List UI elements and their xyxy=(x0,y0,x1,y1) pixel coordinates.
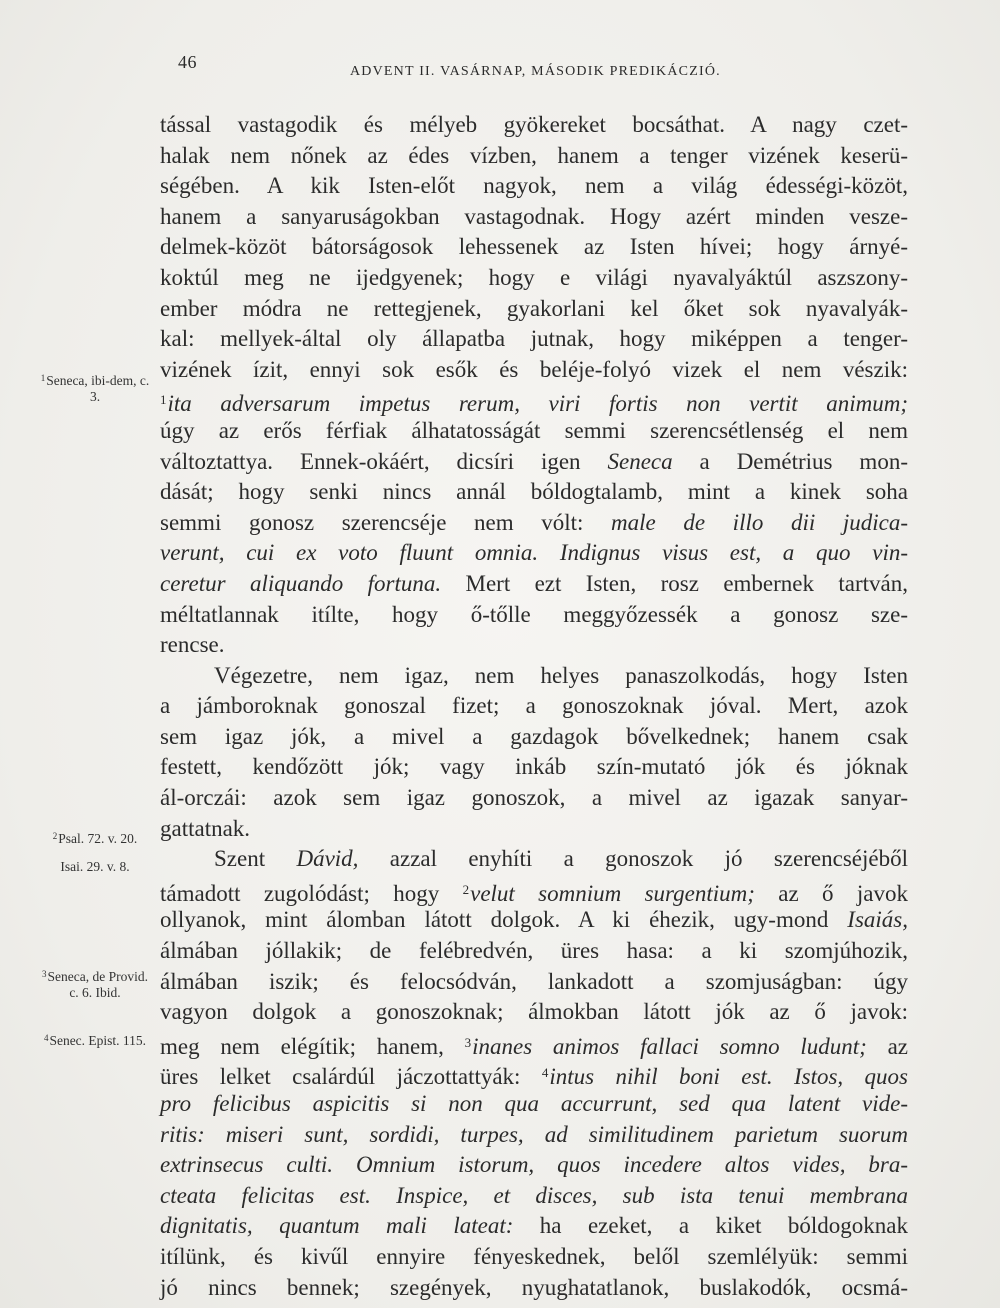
text-run: Végezetre, nem igaz, nem helyes panaszolkodás, hogy Isten xyxy=(214,662,908,688)
text-run: jó nincs bennek; szegények, nyughatatlanok, buslakodók, ocsmá- xyxy=(160,1274,908,1300)
text-line xyxy=(160,202,908,233)
text-run: álmában jóllakik; de felébredvén, üres hasa: a ki szomjúhozik, xyxy=(160,938,908,964)
note-ref: 4 xyxy=(43,1033,49,1043)
latin-quote: ceretur aliquando fortuna. xyxy=(160,570,442,596)
note-ref: 3 xyxy=(464,1034,472,1050)
latin-quote: extrinsecus culti. Omnium istorum, quos incedere altos vides, bra- xyxy=(160,1152,908,1178)
text-run: ollyanok, mint álomban látott dolgok. A ki éhezik, ugy-mond xyxy=(160,907,848,933)
text-run: azzal enyhíti a gonoszok jó szerencséjéből xyxy=(358,846,908,872)
text-line xyxy=(160,905,908,936)
text-line xyxy=(160,783,908,814)
margin-note xyxy=(36,370,154,405)
latin-quote: intus nihil boni est. Istos, quos xyxy=(549,1064,908,1090)
text-line xyxy=(160,355,908,386)
name-italic: Seneca xyxy=(607,448,673,474)
text-line xyxy=(160,936,908,967)
text-line xyxy=(160,477,908,508)
text-line xyxy=(160,141,908,172)
text-run: kal: mellyek-által oly állapatba jutnak, hogy miképpen a tenger- xyxy=(160,326,908,352)
text-line xyxy=(160,752,908,783)
text-run: hanem a sanyaruságokban vastagodnak. Hogy azért minden vesze- xyxy=(160,203,908,229)
text-line xyxy=(160,538,908,569)
text-line xyxy=(160,416,908,447)
text-line xyxy=(160,722,908,753)
text-run: változtattya. Ennek-okáért, dicsíri igen xyxy=(160,448,608,474)
text-run: a Demétrius mon- xyxy=(672,448,908,474)
text-run: delmek-közöt bátorságosok lehessenek az Isten hívei; hogy árnyé- xyxy=(160,234,908,260)
text-run: Mert ezt Isten, rosz embernek tartván, xyxy=(441,570,909,596)
margin-note xyxy=(36,966,154,1001)
latin-quote: ita adversarum impetus rerum, viri fortis non vertit animum; xyxy=(167,391,908,417)
text-line xyxy=(160,1028,908,1059)
text-line xyxy=(160,875,908,906)
text-run: úgy az erős férfiak álhatatosságát semmi szerencsétlenség el nem xyxy=(160,417,908,443)
margin-note xyxy=(36,828,154,847)
latin-quote: dignitatis, quantum mali lateat: xyxy=(160,1213,514,1239)
text-run: meg nem elégítik; hanem, xyxy=(160,1033,465,1059)
latin-quote: pro felicibus aspicitis si non qua accurrunt, sed qua latent vide- xyxy=(160,1091,908,1116)
text-run: gattatnak. xyxy=(160,815,251,841)
latin-quote: cteata felicitas est. Inspice, et disces, sub ista tenui membrana xyxy=(160,1182,908,1208)
note-ref: 4 xyxy=(541,1065,549,1081)
text-line xyxy=(160,385,908,416)
text-line xyxy=(160,110,908,141)
running-head: ADVENT II. VASÁRNAP, MÁSODIK PREDIKÁCZIÓ. xyxy=(350,64,721,79)
text-run: támadott zugolódást; hogy xyxy=(160,880,463,906)
note-ref: 1 xyxy=(40,373,46,383)
text-line xyxy=(160,1089,908,1120)
page-number: 46 xyxy=(178,52,197,72)
note-ref: 2 xyxy=(52,831,58,841)
text-line xyxy=(160,263,908,294)
text-run: tással vastagodik és mélyeb gyökereket bocsáthat. A nagy czet- xyxy=(160,112,908,137)
body-text xyxy=(160,110,908,1303)
text-run: itílünk, és kivűl ennyire fényeskednek, belől szemlélyük: semmi xyxy=(160,1243,908,1269)
name-italic: Isaiás, xyxy=(847,907,908,933)
text-line xyxy=(160,630,908,661)
text-run: az ő javok xyxy=(754,880,909,906)
margin-note-text: Senec. Epist. 115. xyxy=(49,1033,147,1048)
text-line xyxy=(160,967,908,998)
text-line xyxy=(160,600,908,631)
margin-note-text: Isai. 29. v. 8. xyxy=(60,859,130,874)
text-run: rencse. xyxy=(160,632,225,658)
text-line xyxy=(160,661,908,692)
name-italic: Dávid, xyxy=(296,846,359,872)
text-run: halak nem nőnek az édes vízben, hanem a tenger vizének keserü- xyxy=(160,142,908,168)
note-ref: 3 xyxy=(42,969,47,979)
text-run: a jámboroknak gonoszal fizet; a gonoszoknak jóval. Mert, azok xyxy=(160,693,908,719)
latin-quote: velut somnium surgentium; xyxy=(470,880,755,906)
text-run: vizének ízit, ennyi sok esők és beléje-folyó vizek el nem vészik: xyxy=(160,356,908,382)
text-run: semmi gonosz szerencséje nem vólt: xyxy=(160,509,612,535)
text-line xyxy=(160,294,908,325)
text-line xyxy=(160,997,908,1028)
text-run: dását; hogy senki nincs annál bóldogtalamb, mint a kinek soha xyxy=(160,479,908,505)
latin-quote: ritis: miseri sunt, sordidi, turpes, ad similitudinem parietum suorum xyxy=(160,1121,908,1147)
text-line xyxy=(160,1242,908,1273)
text-run: álmában iszik; és felocsódván, lankadott a szomjuságban: úgy xyxy=(160,968,908,994)
margin-note-text: Psal. 72. v. 20. xyxy=(58,831,138,846)
latin-quote: verunt, cui ex voto fluunt omnia. Indignus visus est, a quo vin- xyxy=(160,540,908,566)
text-run: ségében. A kik Isten-előt nagyok, nem a világ édességi-közöt, xyxy=(160,173,908,199)
text-line xyxy=(160,569,908,600)
text-line xyxy=(160,1058,908,1089)
text-run: koktúl meg ne ijedgyenek; hogy e világi nyavalyáktúl aszszony- xyxy=(160,264,908,290)
margin-note xyxy=(36,859,154,875)
text-line xyxy=(160,1181,908,1212)
text-line xyxy=(160,844,908,875)
text-line xyxy=(160,814,908,845)
text-line xyxy=(160,691,908,722)
margin-note-text: Seneca, ibi-dem, c. 3. xyxy=(46,373,150,404)
text-run: ál-orczái: azok sem igaz gonoszok, a mivel az igazak sanyar- xyxy=(160,785,908,811)
text-run: vagyon dolgok a gonoszoknak; álmokban látott jók az ő javok: xyxy=(160,999,908,1025)
margin-note-text: Seneca, de Provid. c. 6. Ibid. xyxy=(47,969,148,1000)
text-line xyxy=(160,324,908,355)
text-run: üres lelket csalárdúl jáczottattyák: xyxy=(160,1064,542,1090)
text-line xyxy=(160,447,908,478)
text-run: sem igaz jók, a mivel a gazdagok bővelkednek; hanem csak xyxy=(160,723,908,749)
text-run: ha ezeket, a kiket bóldogoknak xyxy=(513,1213,908,1239)
text-line xyxy=(160,232,908,263)
text-run: ember módra ne rettegjenek, gyakorlani kel őket sok nyavalyák- xyxy=(160,295,908,321)
text-run: Szent xyxy=(214,846,297,872)
text-line xyxy=(160,1273,908,1304)
note-ref: 1 xyxy=(160,392,167,408)
text-run: méltatlannak itílte, hogy ő-tőlle meggyőzessék a gonosz sze- xyxy=(160,601,908,627)
text-line xyxy=(160,1211,908,1242)
text-line xyxy=(160,1150,908,1181)
text-line xyxy=(160,171,908,202)
text-line xyxy=(160,1120,908,1151)
latin-quote: male de illo dii judica- xyxy=(611,509,908,535)
text-run: festett, kendőzött jók; vagy inkáb szín-mutató jók és jóknak xyxy=(160,754,908,780)
text-run: az xyxy=(866,1033,908,1059)
latin-quote: inanes animos fallaci somno ludunt; xyxy=(472,1033,867,1059)
margin-note xyxy=(36,1030,154,1049)
note-ref: 2 xyxy=(462,881,470,897)
text-line xyxy=(160,508,908,539)
